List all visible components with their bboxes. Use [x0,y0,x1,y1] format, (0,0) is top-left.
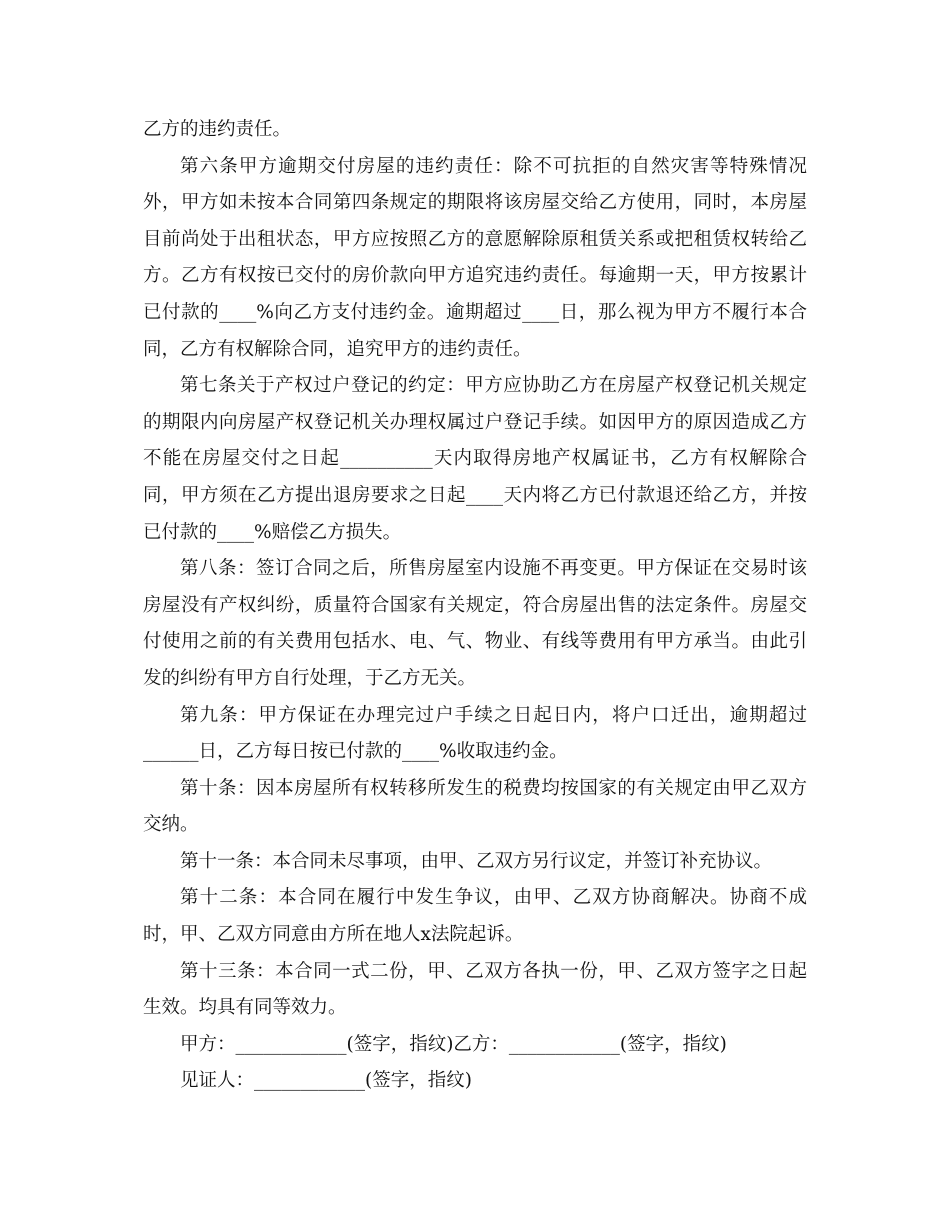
paragraph-article-7: 第七条关于产权过户登记的约定：甲方应协助乙方在房屋产权登记机关规定的期限内向房屋产权登记机关办理权属过户登记手续。如因甲方的原因造成乙方不能在房屋交付之日起__________天内取得房地产权属证书，乙方有权解除合同，甲方须在乙方提出退房要求之日起____天内将乙方已付款退还给乙方，并按已付款的____%赔偿乙方损失。 [143,375,807,543]
document-body [143,112,807,1100]
paragraph-article-6: 第六条甲方逾期交付房屋的违约责任：除不可抗拒的自然灾害等特殊情况外，甲方如未按本合同第四条规定的期限将该房屋交给乙方使用，同时，本房屋目前尚处于出租状态，甲方应按照乙方的意愿解除原租赁关系或把租赁权转给乙方。乙方有权按已交付的房价款向甲方追究违约责任。每逾期一天，甲方按累计已付款的____%向乙方支付违约金。逾期超过____日，那么视为甲方不履行本合同，乙方有权解除合同，追究甲方的违约责任。 [143,155,807,360]
paragraph-article-12: 第十二条：本合同在履行中发生争议，由甲、乙双方协商解决。协商不成时，甲、乙双方同意由方所在地人x法院起诉。 [143,887,807,946]
paragraph-article-10: 第十条：因本房屋所有权转移所发生的税费均按国家的有关规定由甲乙双方交纳。 [143,777,807,836]
paragraph-continuation: 乙方的违约责任。 [143,119,292,140]
paragraph-article-13: 第十三条：本合同一式二份，甲、乙双方各执一份，甲、乙双方签字之日起生效。均具有同等效力。 [143,960,807,1019]
paragraph-article-8: 第八条：签订合同之后，所售房屋室内设施不再变更。甲方保证在交易时该房屋没有产权纠纷，质量符合国家有关规定，符合房屋出售的法定条件。房屋交付使用之前的有关费用包括水、电、气、物业、有线等费用有甲方承当。由此引发的纠纷有甲方自行处理，于乙方无关。 [143,558,807,689]
paragraph-article-9: 第九条：甲方保证在办理完过户手续之日起日内，将户口迁出，逾期超过______日，乙方每日按已付款的____%收取违约金。 [143,704,807,763]
signature-line-parties: 甲方：____________(签字，指纹)乙方：____________(签字，指纹) [180,1033,727,1055]
paragraph-article-11: 第十一条：本合同未尽事项，由甲、乙双方另行议定，并签订补充协议。 [180,850,773,872]
signature-line-witness: 见证人：____________(签字，指纹) [180,1070,472,1092]
